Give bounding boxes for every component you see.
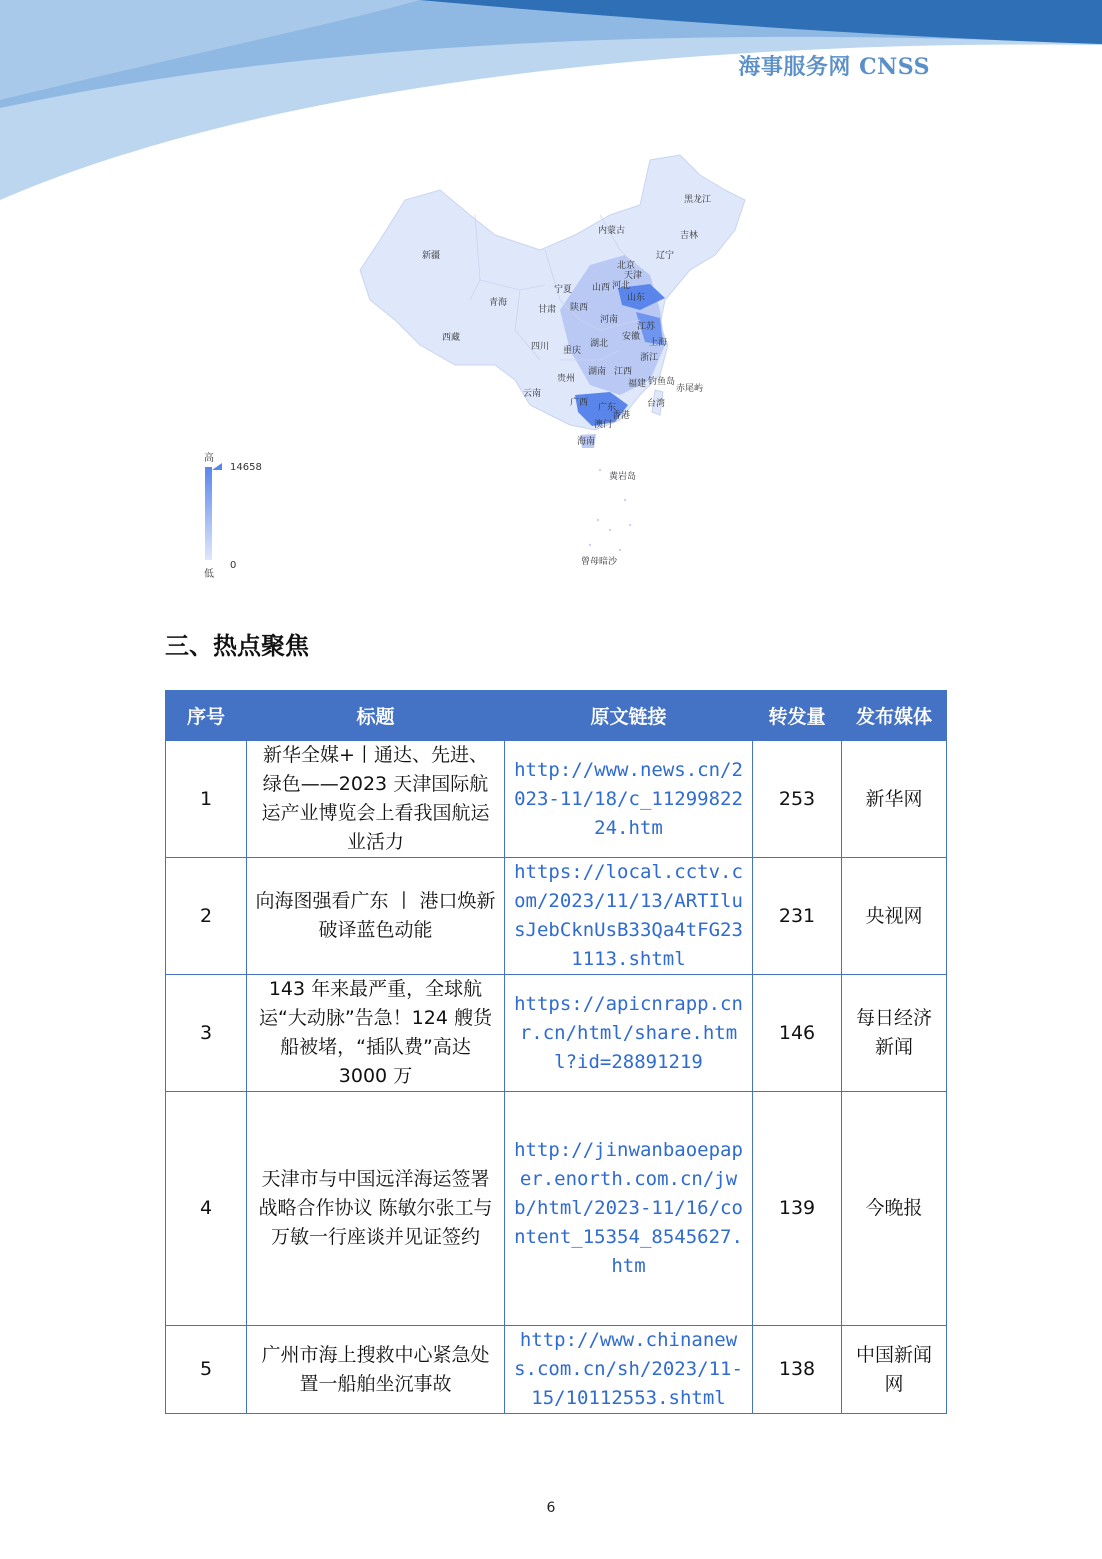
hot-topics-table xyxy=(165,690,947,1414)
legend-high-label: 高 xyxy=(204,453,214,464)
prov-label-liaoning: 辽宁 xyxy=(656,251,675,261)
legend-high-handle[interactable] xyxy=(212,463,222,470)
cell-title: 向海图强看广东 丨 港口焕新 破译蓝色动能 xyxy=(247,858,505,975)
prov-label-beijing: 北京 xyxy=(617,261,636,271)
prov-label-jilin: 吉林 xyxy=(680,231,699,241)
cell-shares: 139 xyxy=(753,1092,842,1326)
cell-media: 新华网 xyxy=(842,741,947,858)
cell-title: 广州市海上搜救中心紧急处置一船舶坐沉事故 xyxy=(247,1326,505,1414)
prov-label-xizang: 西藏 xyxy=(442,333,461,343)
header-no: 序号 xyxy=(166,691,247,741)
legend-max-value: 14658 xyxy=(230,462,262,473)
prov-label-xinjiang: 新疆 xyxy=(422,251,441,261)
legend-low-label: 低 xyxy=(204,569,214,580)
prov-label-jiangsu: 江苏 xyxy=(637,322,656,332)
cell-media: 央视网 xyxy=(842,858,947,975)
section-title: 三、热点聚焦 xyxy=(165,632,309,660)
cell-title: 新华全媒+丨通达、先进、绿色——2023 天津国际航运产业博览会上看我国航运业活力 xyxy=(247,741,505,858)
cell-url-link[interactable]: http://jinwanbaoepaper.enorth.com.cn/jwb/html/2023-11/16/content_15354_8545627.htm xyxy=(505,1092,753,1326)
prov-label-guangxi: 广西 xyxy=(570,398,589,408)
cell-shares: 138 xyxy=(753,1326,842,1414)
prov-label-taiwan: 台湾 xyxy=(647,399,666,409)
cell-title: 143 年来最严重，全球航运“大动脉”告急！124 艘货船被堵，“插队费”高达 3000 万 xyxy=(247,975,505,1092)
prov-label-zhejiang: 浙江 xyxy=(640,353,659,363)
prov-label-chiweiyu: 赤尾屿 xyxy=(676,384,704,394)
prov-label-fujian: 福建 xyxy=(628,379,647,389)
prov-label-henan: 河南 xyxy=(600,315,619,325)
prov-label-guizhou: 贵州 xyxy=(557,374,576,384)
cell-shares: 253 xyxy=(753,741,842,858)
cell-shares: 146 xyxy=(753,975,842,1092)
prov-label-ningxia: 宁夏 xyxy=(554,285,573,295)
cell-url-link[interactable]: https://apicnrapp.cnr.cn/html/share.html?id=28891219 xyxy=(505,975,753,1092)
prov-label-sichuan: 四川 xyxy=(531,342,550,352)
prov-label-heilongjiang: 黑龙江 xyxy=(684,195,712,205)
prov-label-shanghai: 上海 xyxy=(649,338,668,348)
prov-label-qinghai: 青海 xyxy=(489,298,508,308)
china-heat-map xyxy=(195,145,755,585)
cell-title: 天津市与中国远洋海运签署战略合作协议 陈敏尔张工与万敏一行座谈并见证签约 xyxy=(247,1092,505,1326)
cell-shares: 231 xyxy=(753,858,842,975)
prov-label-jiangxi: 江西 xyxy=(614,367,633,377)
cell-media: 今晚报 xyxy=(842,1092,947,1326)
cell-url-link[interactable]: https://local.cctv.com/2023/11/13/ARTIlusJebCknUsB33Qa4tFG231113.shtml xyxy=(505,858,753,975)
legend-min-value: 0 xyxy=(230,560,237,571)
brand-logo-text: 海事服务网 CNSS xyxy=(738,54,930,80)
header-title: 标题 xyxy=(247,691,505,741)
prov-label-zengmuansha: 曾母暗沙 xyxy=(581,557,618,567)
cell-no: 1 xyxy=(166,741,247,858)
table-row xyxy=(166,1092,947,1326)
cell-media: 中国新闻网 xyxy=(842,1326,947,1414)
header-shares: 转发量 xyxy=(753,691,842,741)
prov-label-tianjin: 天津 xyxy=(624,271,643,281)
table-row xyxy=(166,741,947,858)
prov-label-diaoyudao: 钓鱼岛 xyxy=(648,377,676,387)
prov-label-hebei: 河北 xyxy=(612,281,631,291)
table-row xyxy=(166,858,947,975)
cell-no: 3 xyxy=(166,975,247,1092)
cell-url-link[interactable]: http://www.news.cn/2023-11/18/c_1129982224.htm xyxy=(505,741,753,858)
prov-label-shandong: 山东 xyxy=(627,293,646,303)
cell-url-link[interactable]: http://www.chinanews.com.cn/sh/2023/11-15/10112553.shtml xyxy=(505,1326,753,1414)
prov-label-gansu: 甘肃 xyxy=(538,305,557,315)
cell-media: 每日经济新闻 xyxy=(842,975,947,1092)
prov-label-shaanxi: 陕西 xyxy=(570,303,589,313)
prov-label-yunnan: 云南 xyxy=(523,389,542,399)
legend-gradient-bar xyxy=(205,467,212,560)
prov-label-hunan: 湖南 xyxy=(588,367,607,377)
prov-label-aomen: 澳门 xyxy=(594,420,613,430)
table-header-row xyxy=(166,691,947,741)
prov-label-xianggang: 香港 xyxy=(612,411,631,421)
prov-label-neimenggu: 内蒙古 xyxy=(598,226,626,236)
cell-no: 5 xyxy=(166,1326,247,1414)
prov-label-anhui: 安徽 xyxy=(622,332,641,342)
prov-label-guangdong: 广东 xyxy=(598,403,617,413)
prov-label-chongqing: 重庆 xyxy=(563,346,582,356)
page-number: 6 xyxy=(546,1500,556,1516)
header-url: 原文链接 xyxy=(505,691,753,741)
table-row xyxy=(166,1326,947,1414)
cell-no: 4 xyxy=(166,1092,247,1326)
prov-label-huangyandao: 黄岩岛 xyxy=(609,472,637,482)
header-media: 发布媒体 xyxy=(842,691,947,741)
prov-label-shanxi: 山西 xyxy=(592,283,611,293)
prov-label-hubei: 湖北 xyxy=(590,339,609,349)
prov-label-hainan: 海南 xyxy=(577,437,596,447)
table-row xyxy=(166,975,947,1092)
cell-no: 2 xyxy=(166,858,247,975)
